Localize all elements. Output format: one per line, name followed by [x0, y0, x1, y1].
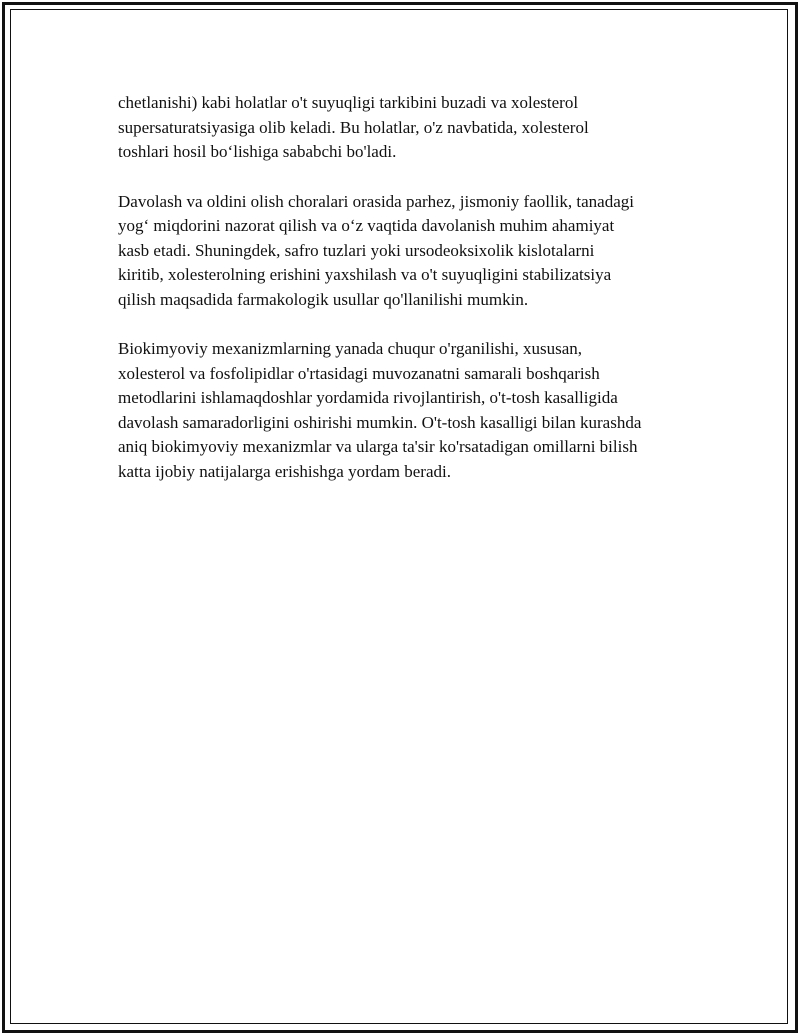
text-line: qilish maqsadida farmakologik usullar qo'llanilishi mumkin.: [118, 289, 529, 309]
text-line: xolesterol va fosfolipidlar o'rtasidagi muvozanatni samarali boshqarish: [118, 363, 600, 383]
text-line: davolash samaradorligini oshirishi mumkin. O't-tosh kasalligi bilan kurashda: [118, 412, 642, 432]
text-line: kasb etadi. Shuningdek, safro tuzlari yoki ursodeoksixolik kislotalarni: [118, 240, 595, 260]
text-line: chetlanishi) kabi holatlar o't suyuqligi tarkibini buzadi va xolesterol: [118, 93, 579, 112]
paragraph-1: [118, 91, 698, 165]
text-line: kiritib, xolesterolning erishini yaxshilash va o't suyuqligini stabilizatsiya: [118, 265, 612, 284]
text-line: toshlari hosil bo‘lishiga sababchi bo'ladi.: [118, 142, 397, 161]
text-line: metodlarini ishlamaqdoshlar yordamida rivojlantirish, o't-tosh kasalligida: [118, 388, 618, 407]
text-line: yog‘ miqdorini nazorat qilish va o‘z vaqtida davolanish muhim ahamiyat: [118, 216, 615, 235]
paragraph-2: [118, 190, 698, 313]
text-line: aniq biokimyoviy mexanizmlar va ularga ta'sir ko'rsatadigan omillarni bilish: [118, 437, 638, 456]
text-line: supersaturatsiyasiga olib keladi. Bu holatlar, o'z navbatida, xolesterol: [118, 117, 589, 137]
text-line: katta ijobiy natijalarga erishishga yordam beradi.: [118, 461, 451, 481]
document-body: [118, 91, 698, 509]
text-line: Davolash va oldini olish choralari orasida parhez, jismoniy faollik, tanadagi: [118, 191, 634, 211]
text-line: Biokimyoviy mexanizmlarning yanada chuqur o'rganilishi, xususan,: [118, 339, 583, 358]
paragraph-3: [118, 337, 698, 484]
